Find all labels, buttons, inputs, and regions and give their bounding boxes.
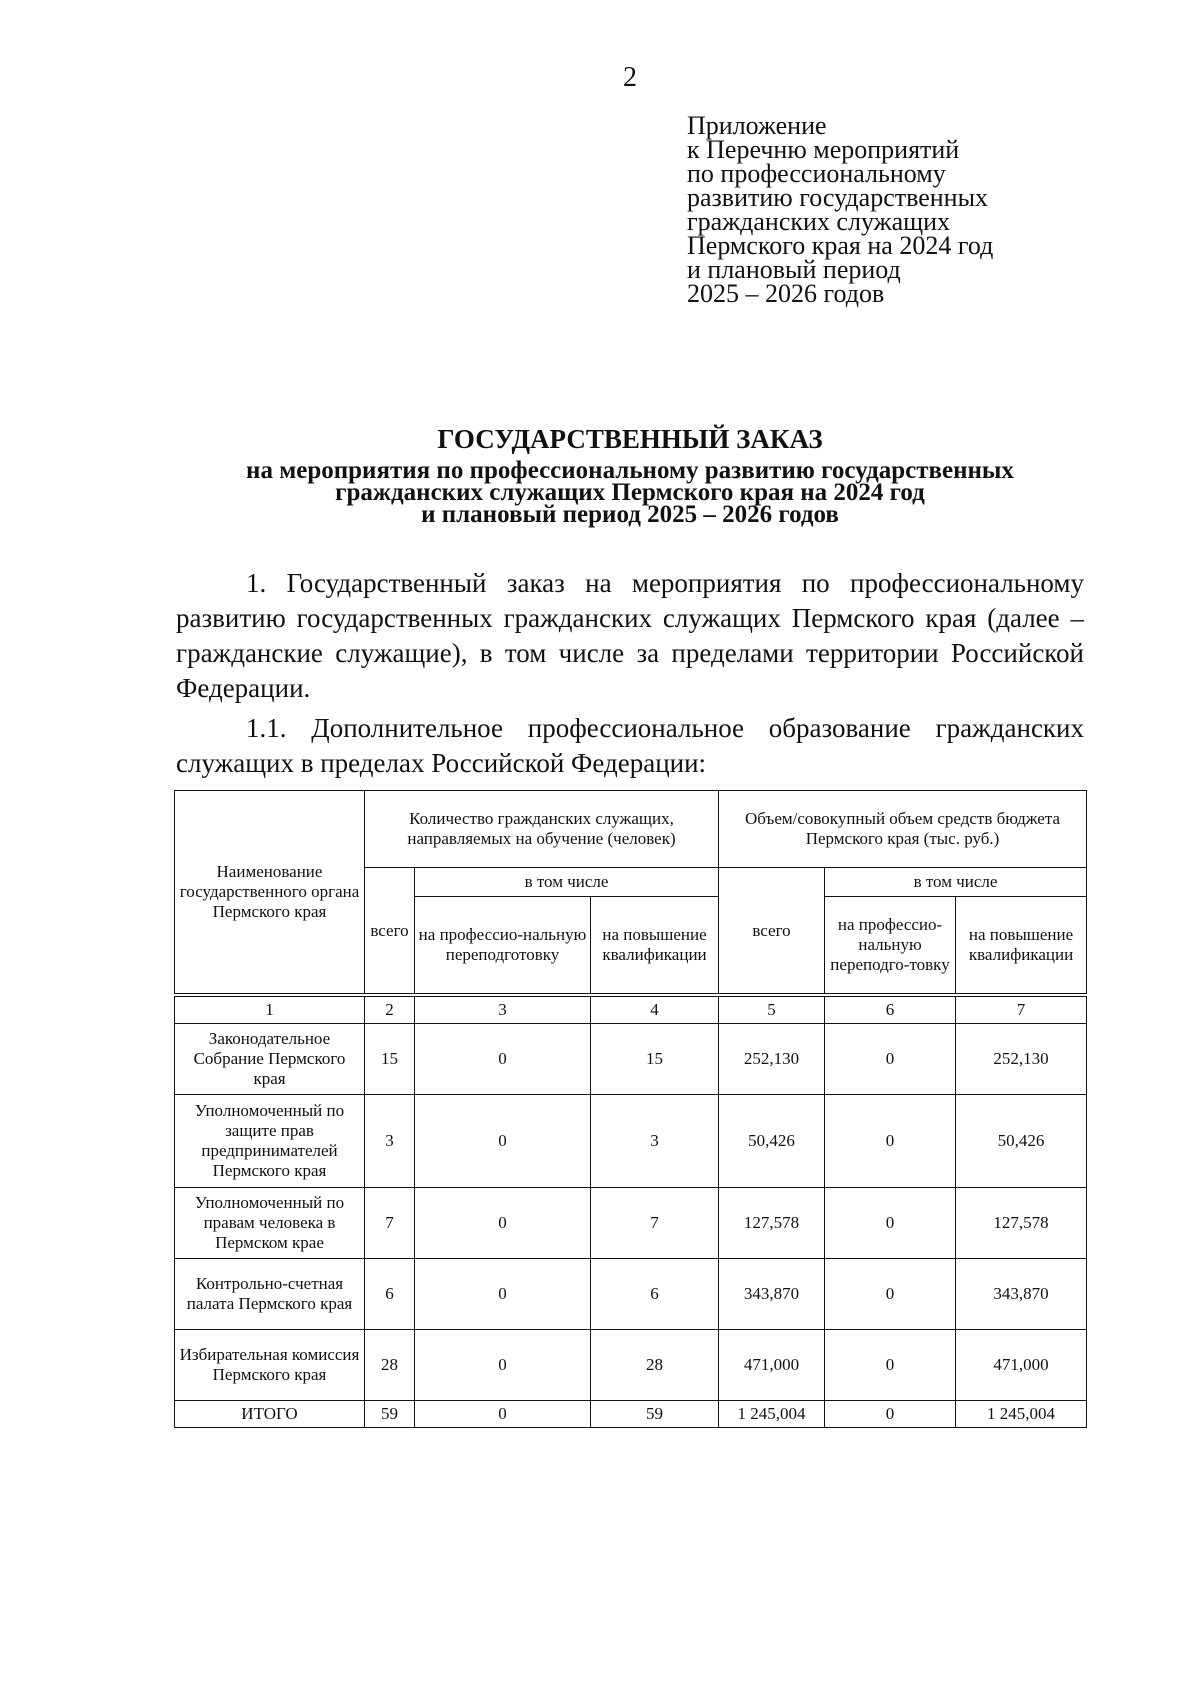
- total-retraining-count-cell: 0: [415, 1401, 591, 1428]
- total-label-cell: ИТОГО: [175, 1401, 365, 1428]
- appendix-line: гражданских служащих: [687, 207, 951, 236]
- header-budget-including: в том числе: [825, 868, 1087, 897]
- appendix-line: развитию государственных: [687, 183, 989, 212]
- budget-qualification-cell: 471,000: [956, 1330, 1087, 1401]
- budget-retraining-cell: 0: [825, 1188, 956, 1259]
- appendix-line: по профессиональному: [687, 159, 946, 188]
- header-budget-retraining: на профессио-нальную переподго-товку: [825, 897, 956, 996]
- budget-retraining-cell: 0: [825, 1259, 956, 1330]
- count-retraining-cell: 0: [415, 1095, 591, 1188]
- table-row: [175, 1259, 1087, 1330]
- budget-total-cell: 471,000: [719, 1330, 825, 1401]
- budget-total-cell: 252,130: [719, 1024, 825, 1095]
- header-count-including: в том числе: [415, 868, 719, 897]
- table-row: [175, 1024, 1087, 1095]
- column-number: 1: [175, 995, 365, 1024]
- total-qualification-count-cell: 59: [591, 1401, 719, 1428]
- count-qualification-cell: 28: [591, 1330, 719, 1401]
- table-row: [175, 1330, 1087, 1401]
- header-count-retraining: на профессио-нальную переподготовку: [415, 897, 591, 996]
- count-retraining-cell: 0: [415, 1024, 591, 1095]
- budget-total-cell: 50,426: [719, 1095, 825, 1188]
- total-row: [175, 1401, 1087, 1428]
- header-count-qualification: на повышение квалификации: [591, 897, 719, 996]
- paragraph-1-text: 1. Государственный заказ на мероприятия по профессиональному развитию государственных гражданских служащих Пермского края (далее – гражданские служащие), в том числе за пределами территории Российской Федерации.: [176, 568, 1084, 703]
- appendix-line: и плановый период: [687, 255, 901, 284]
- column-number: 3: [415, 995, 591, 1024]
- budget-qualification-cell: 252,130: [956, 1024, 1087, 1095]
- organ-name-cell: Уполномоченный по правам человека в Пермском крае: [175, 1188, 365, 1259]
- count-total-cell: 15: [365, 1024, 415, 1095]
- count-qualification-cell: 7: [591, 1188, 719, 1259]
- title-sub-line: гражданских служащих Пермского края на 2024 год: [335, 479, 925, 506]
- appendix-line: Приложение: [687, 111, 827, 140]
- budget-total-cell: 343,870: [719, 1259, 825, 1330]
- total-budget-cell: 1 245,004: [719, 1401, 825, 1428]
- count-total-cell: 6: [365, 1259, 415, 1330]
- header-budget-qualification: на повышение квалификации: [956, 897, 1087, 996]
- budget-total-cell: 127,578: [719, 1188, 825, 1259]
- title-sub-line: и плановый период 2025 – 2026 годов: [421, 501, 839, 528]
- table-row: [175, 1188, 1087, 1259]
- count-total-cell: 7: [365, 1188, 415, 1259]
- appendix-block: [687, 111, 994, 308]
- total-qualification-budget-cell: 1 245,004: [956, 1401, 1087, 1428]
- budget-retraining-cell: 0: [825, 1024, 956, 1095]
- table-row: [175, 1095, 1087, 1188]
- budget-retraining-cell: 0: [825, 1330, 956, 1401]
- count-retraining-cell: 0: [415, 1188, 591, 1259]
- total-retraining-budget-cell: 0: [825, 1401, 956, 1428]
- document-title: [150, 424, 1110, 526]
- organ-name-cell: Законодательное Собрание Пермского края: [175, 1024, 365, 1095]
- total-count-cell: 59: [365, 1401, 415, 1428]
- count-retraining-cell: 0: [415, 1330, 591, 1401]
- header-organ-name: Наименование государственного органа Пермского края: [175, 791, 365, 996]
- column-number: 2: [365, 995, 415, 1024]
- title-sub-line: на мероприятия по профессиональному развитию государственных: [246, 457, 1014, 484]
- paragraph-1-1-text: 1.1. Дополнительное профессиональное образование гражданских служащих в пределах Российской Федерации:: [176, 713, 1084, 778]
- organ-name-cell: Уполномоченный по защите прав предпринимателей Пермского края: [175, 1095, 365, 1188]
- count-qualification-cell: 6: [591, 1259, 719, 1330]
- budget-qualification-cell: 343,870: [956, 1259, 1087, 1330]
- header-budget-total: всего: [719, 868, 825, 996]
- appendix-line: к Перечню мероприятий: [687, 135, 960, 164]
- organ-name-cell: Контрольно-счетная палата Пермского края: [175, 1259, 365, 1330]
- count-qualification-cell: 3: [591, 1095, 719, 1188]
- page-number: 2: [623, 62, 637, 93]
- column-number: 7: [956, 995, 1087, 1024]
- paragraph-1: [176, 566, 1084, 706]
- count-total-cell: 28: [365, 1330, 415, 1401]
- organ-name-cell: Избирательная комиссия Пермского края: [175, 1330, 365, 1401]
- appendix-line: Пермского края на 2024 год: [687, 231, 994, 260]
- column-number-row: [175, 995, 1087, 1024]
- paragraph-1-1: [176, 711, 1084, 781]
- count-retraining-cell: 0: [415, 1259, 591, 1330]
- header-count-group: Количество гражданских служащих, направляемых на обучение (человек): [365, 791, 719, 868]
- column-number: 6: [825, 995, 956, 1024]
- budget-qualification-cell: 50,426: [956, 1095, 1087, 1188]
- appendix-line: 2025 – 2026 годов: [687, 279, 885, 308]
- count-qualification-cell: 15: [591, 1024, 719, 1095]
- column-number: 5: [719, 995, 825, 1024]
- budget-qualification-cell: 127,578: [956, 1188, 1087, 1259]
- state-order-table: [174, 790, 1087, 1428]
- header-count-total: всего: [365, 868, 415, 996]
- column-number: 4: [591, 995, 719, 1024]
- title-subtitle: [150, 457, 1110, 528]
- budget-retraining-cell: 0: [825, 1095, 956, 1188]
- count-total-cell: 3: [365, 1095, 415, 1188]
- title-main: ГОСУДАРСТВЕННЫЙ ЗАКАЗ: [437, 424, 823, 454]
- header-budget-group: Объем/совокупный объем средств бюджета Пермского края (тыс. руб.): [719, 791, 1087, 868]
